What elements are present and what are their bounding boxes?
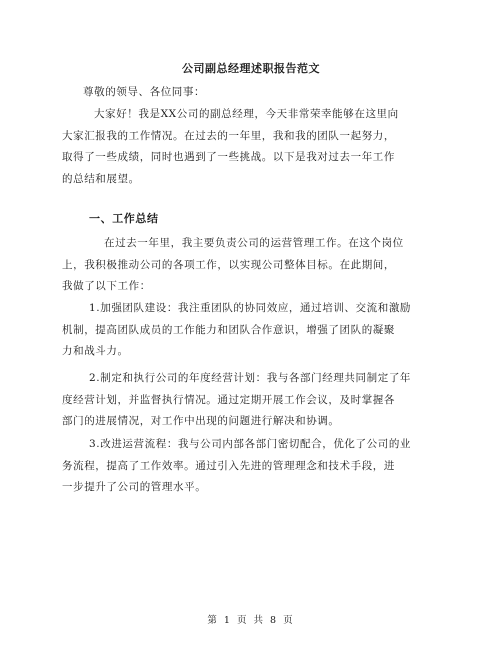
salutation-line: 尊敬的领导、各位同事： [83, 86, 206, 98]
intro-line: 的总结和展望。 [62, 172, 140, 185]
list-item-process-improvement [62, 434, 442, 499]
list-item-line: 力和战斗力。 [62, 345, 129, 357]
section-heading: 一、工作总结 [89, 212, 159, 225]
section-intro-paragraph [62, 233, 442, 298]
section-intro-line: 在过去一年里，我主要负责公司的运营管理工作。在这个岗位 [104, 237, 404, 249]
list-item-line: 3.改进运营流程：我与公司内部各部门密切配合，优化了公司的业 [89, 438, 412, 450]
list-item-line: 度经营计划，并监督执行情况。通过定期开展工作会议，及时掌握各 [62, 393, 395, 406]
list-item-line: 一步提升了公司的管理水平。 [62, 481, 207, 493]
list-item-line: 1.加强团队建设：我注重团队的协同效应，通过培训、交流和激励 [89, 302, 412, 314]
page-number-footer: 第 1 页 共 8 页 [207, 615, 295, 626]
salutation [62, 82, 442, 104]
list-item-line: 务流程，提高了工作效率。通过引入先进的管理理念和技术手段，进 [62, 459, 395, 472]
list-item-line: 机制，提高团队成员的工作能力和团队合作意识，增强了团队的凝聚 [62, 323, 395, 336]
intro-line: 大家汇报我的工作情况。在过去的一年里，我和我的团队一起努力， [62, 129, 395, 142]
section-intro-line: 上，我积极推动公司的各项工作，以实现公司整体目标。在此期间， [62, 258, 395, 271]
list-item-line: 2.制定和执行公司的年度经营计划：我与各部门经理共同制定了年 [89, 372, 412, 384]
list-item-line: 部门的进展情况，对工作中出现的问题进行解决和协调。 [62, 415, 340, 427]
intro-paragraph [62, 104, 442, 190]
list-item-annual-plan [62, 368, 442, 433]
section-intro-line: 我做了以下工作： [62, 280, 151, 292]
intro-line: 大家好！我是XX公司的副总经理，今天非常荣幸能够在这里向 [94, 108, 399, 120]
page-title: 公司副总经理述职报告范文 [182, 62, 320, 75]
list-item-team-building [62, 298, 442, 363]
intro-line: 取得了一些成绩，同时也遇到了一些挑战。以下是我对过去一年工作 [62, 151, 395, 163]
